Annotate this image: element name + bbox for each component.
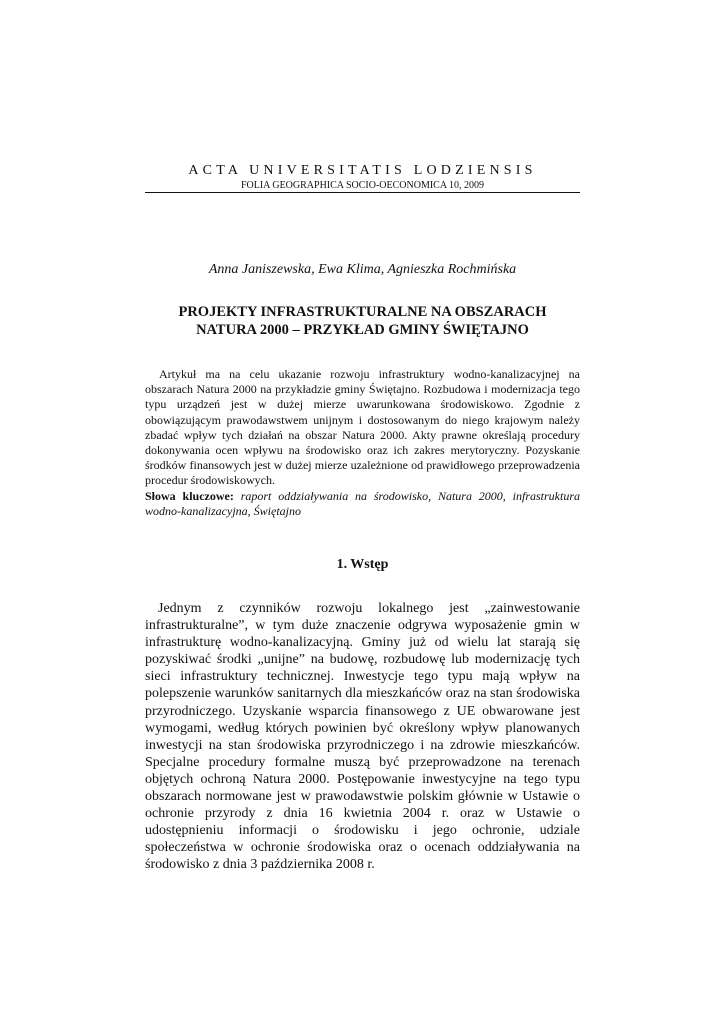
journal-header bbox=[145, 163, 580, 192]
article-title-line-1: PROJEKTY INFRASTRUKTURALNE NA OBSZARACH bbox=[178, 304, 547, 320]
article-title bbox=[145, 303, 580, 339]
journal-name: ACTA UNIVERSITATIS LODZIENSIS bbox=[188, 163, 537, 178]
article-authors: Anna Janiszewska, Ewa Klima, Agnieszka Rochmińska bbox=[208, 262, 517, 277]
header-rule bbox=[145, 192, 580, 193]
article-abstract: Artykuł ma na celu ukazanie rozwoju infrastruktury wodno-kanalizacyjnej na obszarach Natura 2000 na przykładzie gminy Świętajno. Rozbudowa i modernizacja tego typu urządzeń jest w dużej mierze uwarunkowana środowiskowo. Zgodnie z obowiązującym prawodawstwem unijnym i dostosowanym do niego krajowym należy zbadać wpływ tych działań na obszar Natura 2000. Akty prawne określają procedury dokonywania ocen wpływu na środowisko oraz ich zakres merytoryczny. Pozyskanie środków finansowych jest w dużej mierze uzależnione od prawidłowego przeprowadzenia procedur środowiskowych. bbox=[145, 367, 580, 488]
keywords-label: Słowa kluczowe: bbox=[145, 489, 234, 503]
introduction-paragraph: Jednym z czynników rozwoju lokalnego jest „zainwestowanie infrastrukturalne”, w tym duże znaczenie odgrywa wyposażenie gmin w infrastrukturę wodno-kanalizacyjną. Gminy już od wielu lat starają się pozyskiwać środki „unijne” na budowę, rozbudowę lub modernizację tych sieci infrastruktury technicznej. Inwestycje tego typu mają wpływ na polepszenie warunków sanitarnych dla mieszkańców oraz na stan środowiska przyrodniczego. Uzyskanie wsparcia finansowego z UE obwarowane jest wymogami, według których powinien być określony wpływ planowanych inwestycji na stan środowiska przyrodniczego i na zdrowie mieszkańców. Specjalne procedury formalne muszą być przeprowadzone na terenach objętych ochroną Natura 2000. Postępowanie inwestycyjne na tego typu obszarach normowane jest w prawodawstwie polskim głównie w Ustawie o ochronie przyrody z dnia 16 kwietnia 2004 r. oraz w Ustawie o udostępnieniu informacji o środowisku i jego ochronie, udziale społeczeństwa w ochronie środowiska oraz o ocenach oddziaływania na środowisko z dnia 3 października 2008 r. bbox=[145, 601, 580, 873]
article-title-line-2: NATURA 2000 – PRZYKŁAD GMINY ŚWIĘTAJNO bbox=[196, 322, 529, 338]
section-heading-introduction: 1. Wstęp bbox=[336, 557, 389, 572]
article-keywords bbox=[145, 489, 580, 519]
journal-series: FOLIA GEOGRAPHICA SOCIO-OECONOMICA 10, 2009 bbox=[240, 180, 485, 191]
keywords-text: raport oddziaływania na środowisko, Natura 2000, infrastruktura wodno-kanalizacyjna, Świętajno bbox=[145, 489, 580, 519]
